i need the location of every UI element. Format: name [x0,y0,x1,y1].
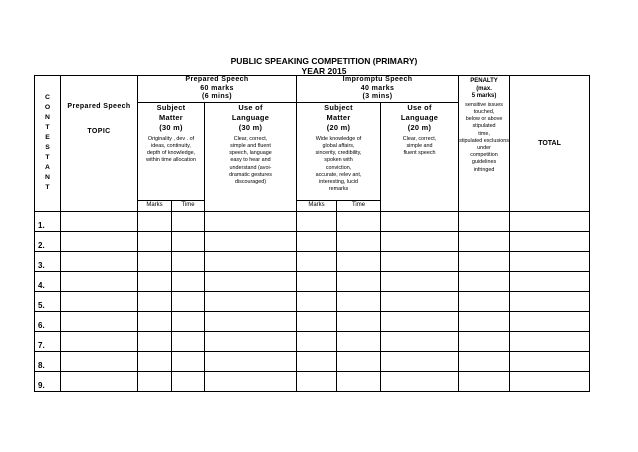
row-number: 5. [35,291,61,311]
prep-time-cell[interactable] [172,211,205,231]
topic-cell[interactable] [61,291,138,311]
imp-subject-desc-line: interesting, lucid [319,179,358,185]
penalty-header [459,76,510,212]
document-subtitle: YEAR 2015 [301,66,347,76]
imp-subject-desc-line: conviction, [325,164,352,171]
contestant-header [35,76,61,212]
impromptu-group-marks: 40 marks [360,84,395,92]
prep-language-cell[interactable] [205,271,297,291]
penalty-desc-line: infringed [473,166,495,173]
contestant-letter: N [45,174,50,182]
prep-language-desc-line: simple and fluent [230,142,271,149]
imp-marks-cell[interactable] [297,211,337,231]
imp-marks-subheader: Marks [297,200,337,211]
penalty-desc-line: stipulated exclusions under [459,137,509,151]
penalty-cell[interactable] [459,231,510,251]
total-cell[interactable] [510,271,590,291]
imp-time-subheader: Time [337,200,381,211]
prep-language-desc-line: speech, language [229,150,272,157]
prep-marks-cell[interactable] [138,371,172,391]
topic-cell[interactable] [61,371,138,391]
prep-marks-cell[interactable] [138,311,172,331]
document-title: PUBLIC SPEAKING COMPETITION (PRIMARY) [230,56,418,66]
contestant-letter: A [45,164,50,172]
prep-time-cell[interactable] [172,231,205,251]
prep-marks-cell[interactable] [138,351,172,371]
contestant-letter: S [45,144,50,152]
topic-cell[interactable] [61,231,138,251]
prep-marks-cell[interactable] [138,251,172,271]
contestant-letter: C [45,94,50,102]
penalty-cell[interactable] [459,311,510,331]
prepared-group-title: Prepared Speech [185,76,249,83]
penalty-desc-line: time, [478,130,490,137]
prep-language-desc-line: understand (avoi- [229,164,272,171]
topic-cell[interactable] [61,331,138,351]
prepared-use-of-language-header [205,102,297,211]
prepared-speech-label: Prepared Speech [67,103,131,111]
contestant-letter: T [45,124,50,132]
topic-cell[interactable] [61,211,138,231]
penalty-title: PENALTY [470,78,498,84]
imp-language-cell[interactable] [381,331,459,351]
prep-time-cell[interactable] [172,351,205,371]
row-number: 1. [35,211,61,231]
prep-time-subheader: Time [172,200,205,211]
imp-language-cell[interactable] [381,251,459,271]
table-row [35,351,590,371]
imp-language-cell[interactable] [381,291,459,311]
penalty-cell[interactable] [459,351,510,371]
prep-subject-marks: (30 m) [159,122,183,132]
imp-language-marks: (20 m) [407,122,432,132]
row-number: 4. [35,271,61,291]
prep-language-cell[interactable] [205,351,297,371]
impromptu-use-of-language-header [381,102,459,211]
imp-language-line2: Language [400,112,439,122]
penalty-cell[interactable] [459,271,510,291]
prep-language-cell[interactable] [205,291,297,311]
prep-time-cell[interactable] [172,311,205,331]
prep-time-cell[interactable] [172,291,205,311]
imp-time-cell[interactable] [337,211,381,231]
prep-language-line2: Language [231,112,270,122]
contestant-letter: O [44,104,51,112]
prep-language-cell[interactable] [205,311,297,331]
imp-subject-line2: Matter [326,112,351,122]
topic-cell[interactable] [61,251,138,271]
row-number: 9. [35,371,61,391]
prepared-group-duration: (6 mins) [201,93,233,101]
prepared-speech-topic-header [61,76,138,212]
table-row [35,291,590,311]
prep-language-marks: (30 m) [238,122,263,132]
impromptu-group-title: Impromptu Speech [342,76,413,83]
topic-cell[interactable] [61,271,138,291]
contestant-letter: E [45,134,50,142]
prep-time-cell[interactable] [172,331,205,351]
penalty-max-line: (max. [476,85,492,92]
prepared-subject-matter-header [138,102,205,200]
prep-marks-subheader: Marks [138,200,172,211]
imp-subject-desc-line: remarks [328,186,349,193]
prep-language-cell[interactable] [205,331,297,351]
prep-language-cell[interactable] [205,231,297,251]
prepared-speech-group-header [138,76,297,103]
imp-time-cell[interactable] [337,291,381,311]
prep-subject-desc-line: ideas, continuity, [151,142,191,149]
prep-subject-desc-line: depth of knowledge, [146,150,196,157]
imp-language-cell[interactable] [381,351,459,371]
penalty-marks-line: 5 marks) [471,93,497,100]
prep-time-cell[interactable] [172,371,205,391]
prep-language-desc-line: discouraged) [234,179,267,185]
topic-cell[interactable] [61,351,138,371]
prep-language-cell[interactable] [205,371,297,391]
imp-language-desc-line: fluent speech [403,150,436,157]
imp-language-cell[interactable] [381,211,459,231]
prepared-group-marks: 60 marks [200,84,234,92]
topic-label: TOPIC [87,127,111,135]
impromptu-speech-group-header [297,76,459,103]
impromptu-group-duration: (3 mins) [362,93,393,101]
total-cell[interactable] [510,351,590,371]
prep-language-desc-line: Clear, correct, [233,135,268,142]
imp-time-cell[interactable] [337,271,381,291]
total-cell[interactable] [510,331,590,351]
contestant-letter: N [45,114,50,122]
row-number: 3. [35,251,61,271]
total-cell[interactable] [510,311,590,331]
imp-time-cell[interactable] [337,331,381,351]
contestant-letter: T [45,184,50,192]
prep-subject-line2: Matter [159,112,183,122]
prep-subject-desc-line: within time allocation [146,157,196,164]
table-row [35,271,590,291]
imp-subject-marks: (20 m) [326,122,351,132]
imp-time-cell[interactable] [337,311,381,331]
prep-language-desc-line: dramatic gestures [229,171,272,178]
imp-language-cell[interactable] [381,371,459,391]
table-row [35,311,590,331]
prep-language-line1: Use of [238,102,263,112]
prep-language-desc-line: easy to hear and [230,157,271,164]
prep-marks-cell[interactable] [138,331,172,351]
imp-subject-line1: Subject [324,102,353,112]
scoring-table [34,75,590,392]
imp-subject-desc-line: accurate, relev ant, [315,171,362,178]
prep-language-cell[interactable] [205,211,297,231]
prep-time-cell[interactable] [172,251,205,271]
table-row [35,371,590,391]
imp-subject-desc-line: global affairs, [322,142,355,149]
impromptu-subject-matter-header [297,102,381,200]
imp-marks-cell[interactable] [297,291,337,311]
prep-time-cell[interactable] [172,271,205,291]
table-row [35,331,590,351]
penalty-desc-line: below or above stipulated [465,116,503,130]
penalty-cell[interactable] [459,251,510,271]
total-cell[interactable] [510,251,590,271]
imp-marks-cell[interactable] [297,371,337,391]
penalty-cell[interactable] [459,291,510,311]
imp-time-cell[interactable] [337,231,381,251]
prep-subject-desc-line: Originality , dev . of [147,135,195,142]
imp-language-cell[interactable] [381,311,459,331]
total-cell[interactable] [510,371,590,391]
imp-marks-cell[interactable] [297,271,337,291]
penalty-cell[interactable] [459,211,510,231]
penalty-cell[interactable] [459,371,510,391]
prep-marks-cell[interactable] [138,211,172,231]
total-cell[interactable] [510,291,590,311]
imp-subject-desc-line: Wide knowledge of [315,135,362,142]
imp-marks-cell[interactable] [297,251,337,271]
total-header: TOTAL [510,76,590,212]
total-cell[interactable] [510,211,590,231]
imp-marks-cell[interactable] [297,351,337,371]
penalty-cell[interactable] [459,331,510,351]
imp-language-cell[interactable] [381,231,459,251]
row-number: 7. [35,331,61,351]
imp-time-cell[interactable] [337,351,381,371]
table-row [35,231,590,251]
prep-marks-cell[interactable] [138,231,172,251]
prep-marks-cell[interactable] [138,291,172,311]
penalty-desc-line: competition guidelines [470,152,498,166]
imp-subject-desc-line: sincerity, credibility, [315,150,362,157]
row-number: 6. [35,311,61,331]
topic-cell[interactable] [61,311,138,331]
contestant-letter: T [45,154,50,162]
row-number: 8. [35,351,61,371]
imp-time-cell[interactable] [337,251,381,271]
imp-subject-desc-line: spoken with [324,157,353,164]
row-number: 2. [35,231,61,251]
prep-marks-cell[interactable] [138,271,172,291]
prep-language-cell[interactable] [205,251,297,271]
imp-language-desc-line: simple and [406,142,433,149]
prep-subject-line1: Subject [156,102,186,112]
total-cell[interactable] [510,231,590,251]
penalty-desc-line: sensitive issues touched, [465,101,503,115]
imp-language-line1: Use of [407,102,432,112]
imp-language-cell[interactable] [381,271,459,291]
imp-marks-cell[interactable] [297,231,337,251]
imp-language-desc-line: Clear, correct, [402,135,437,142]
imp-marks-cell[interactable] [297,331,337,351]
imp-marks-cell[interactable] [297,311,337,331]
table-row [35,211,590,231]
table-row [35,251,590,271]
imp-time-cell[interactable] [337,371,381,391]
